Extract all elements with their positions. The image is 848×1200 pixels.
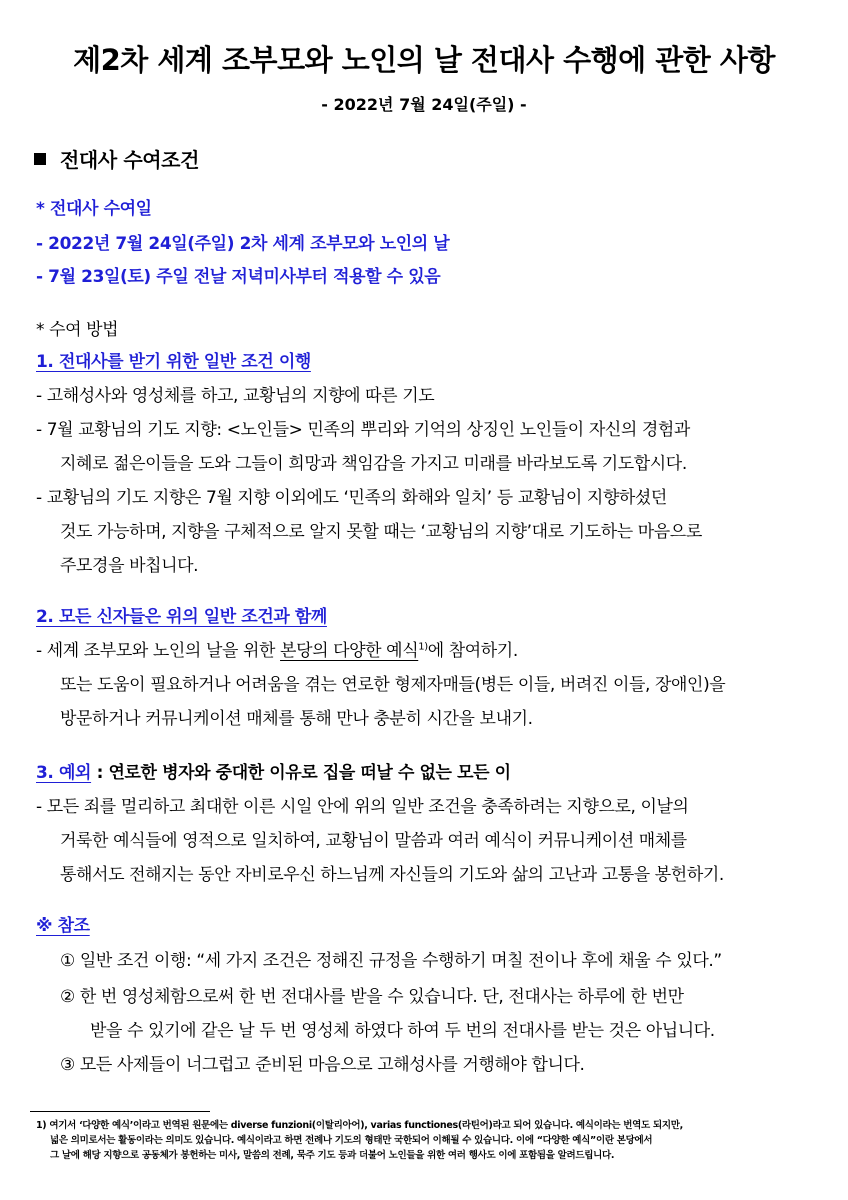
item1-line-3: 지혜로 젊은이들을 도와 그들이 희망과 책임감을 가지고 미래를 바라보도록 기도합시다. [60,454,687,474]
date-section-heading: * 전대사 수여일 [36,199,152,219]
footnote-divider [30,1111,210,1112]
notes-heading: ※ 참조 [36,916,90,936]
note-1: ① 일반 조건 이행: “세 가지 조건은 정해진 규정을 수행하기 며칠 전이나 후에 채울 수 있다.” [60,951,722,971]
black-square-bullet-icon [34,153,46,165]
document-date-subtitle: - 2022년 7월 24일(주일) - [321,95,527,114]
section-heading [34,144,199,173]
item3-line-2: 거룩한 예식들에 영적으로 일치하여, 교황님이 말씀과 여러 예식이 커뮤니케이션 매체를 [60,831,687,851]
item1-line-6: 주모경을 바칩니다. [60,556,199,576]
item2-heading: 2. 모든 신자들은 위의 일반 조건과 함께 [36,607,327,627]
item1-line-1: - 고해성사와 영성체를 하고, 교황님의 지향에 따른 기도 [36,386,435,406]
note-3: ③ 모든 사제들이 너그럽고 준비된 마음으로 고해성사를 거행해야 합니다. [60,1055,585,1075]
item3-heading-line [36,758,511,783]
item3-heading: 3. 예외 [36,763,92,783]
item2-line-2: 또는 도움이 필요하거나 어려움을 겪는 연로한 형제자매들(병든 이들, 버려진 이들, 장애인)을 [60,675,726,695]
item3-heading-suffix: : 연로한 병자와 중대한 이유로 집을 떠날 수 없는 모든 이 [91,763,511,783]
item3-line-3: 통해서도 전해지는 동안 자비로우신 하느님께 자신들의 기도와 삶의 고난과 고통을 봉헌하기. [60,865,724,885]
item1-line-4: - 교황님의 기도 지향은 7월 지향 이외에도 ‘민족의 화해와 일치’ 등 교황님이 지향하셨던 [36,488,667,508]
date-line-1: - 2022년 7월 24일(주일) 2차 세계 조부모와 노인의 날 [36,234,450,254]
footnote-line-3: 그 날에 해당 지향으로 공동체가 봉헌하는 미사, 말씀의 전례, 묵주 기도 등과 더불어 노인들을 위한 여러 행사도 이에 포함됨을 알려드립니다. [50,1150,615,1161]
item2-line-1-prefix: - 세계 조부모와 노인의 날을 위한 [36,641,281,661]
footnote-reference-marker: 1) [418,641,428,653]
method-heading: * 수여 방법 [36,320,119,340]
item1-line-2: - 7월 교황님의 기도 지향: <노인들> 민족의 뿌리와 기억의 상징인 노인들이 자신의 경험과 [36,420,690,440]
item1-line-5: 것도 가능하며, 지향을 구체적으로 알지 못할 때는 ‘교황님의 지향’대로 기도하는 마음으로 [60,522,702,542]
item1-heading: 1. 전대사를 받기 위한 일반 조건 이행 [36,352,311,372]
date-line-2: - 7월 23일(토) 주일 전날 저녁미사부터 적용할 수 있음 [36,267,441,287]
footnote-line-1: 1) 여기서 ‘다양한 예식’이라고 번역된 원문에는 diverse funzioni(이탈리아어), varias functiones(라틴어)라고 되어 있습니다. 예식이라는 번역도 되지만, [36,1120,683,1131]
document-title: 제2차 세계 조부모와 노인의 날 전대사 수행에 관한 사항 [73,43,775,77]
section-heading-text: 전대사 수여조건 [60,148,200,172]
item2-underlined-phrase: 본당의 다양한 예식 [280,641,419,661]
item2-line-1-suffix: 에 참여하기. [427,641,518,661]
note-2: ② 한 번 영성체함으로써 한 번 전대사를 받을 수 있습니다. 단, 전대사는 하루에 한 번만 [60,987,684,1007]
note-2-continued: 받을 수 있기에 같은 날 두 번 영성체 하였다 하여 두 번의 전대사를 받는 것은 아닙니다. [90,1021,715,1041]
item2-line-1 [36,636,518,661]
item3-line-1: - 모든 죄를 멀리하고 최대한 이른 시일 안에 위의 일반 조건을 충족하려는 지향으로, 이날의 [36,797,689,817]
item2-line-3: 방문하거나 커뮤니케이션 매체를 통해 만나 충분히 시간을 보내기. [60,709,533,729]
footnote-line-2: 넓은 의미로서는 활동이라는 의미도 있습니다. 예식이라고 하면 전례나 기도의 형태만 국한되어 이해될 수 있습니다. 이에 “다양한 예식”이란 본당에서 [50,1135,653,1146]
